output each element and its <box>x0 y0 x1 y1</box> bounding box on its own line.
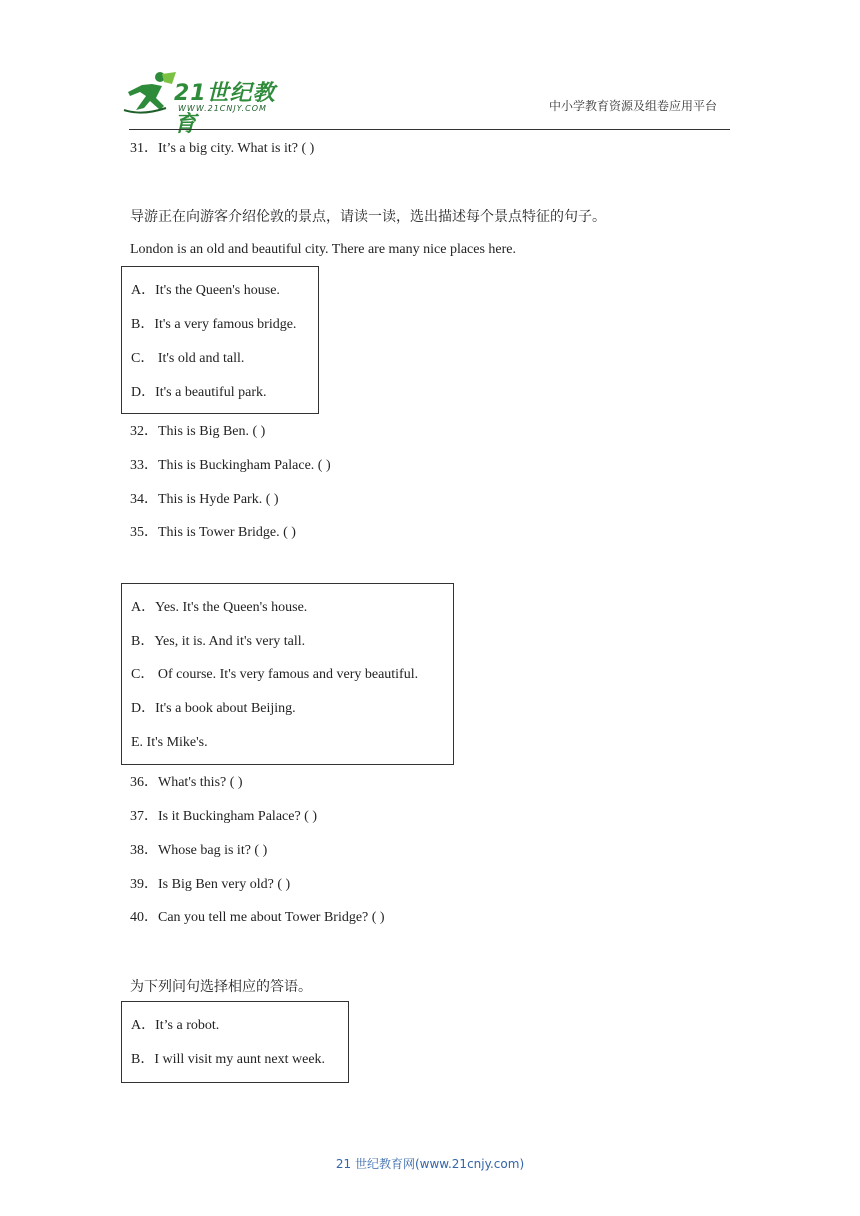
question-31: 31．It’s a big city. What is it? ( ) <box>130 141 315 156</box>
option-e: E. It's Mike's. <box>131 735 208 750</box>
question-37: 37．Is it Buckingham Palace? ( ) <box>130 809 318 824</box>
option-b: B．Yes, it is. And it's very tall. <box>131 634 306 649</box>
question-33: 33．This is Buckingham Palace. ( ) <box>130 458 331 473</box>
section1-options-box <box>121 266 319 414</box>
option-a: A．Yes. It's the Queen's house. <box>131 600 308 615</box>
question-34: 34．This is Hyde Park. ( ) <box>130 492 279 507</box>
question-39: 39．Is Big Ben very old? ( ) <box>130 877 291 892</box>
section1-intro: London is an old and beautiful city. There are many nice places here. <box>130 242 517 257</box>
option-b: B．It's a very famous bridge. <box>131 317 297 332</box>
question-36: 36．What's this? ( ) <box>130 775 243 790</box>
option-b: B．I will visit my aunt next week. <box>131 1052 326 1067</box>
option-a: A．It’s a robot. <box>131 1018 220 1033</box>
option-a: A．It's the Queen's house. <box>131 283 280 298</box>
header-divider <box>129 129 730 130</box>
platform-label: 中小学教育资源及组卷应用平台 <box>549 99 718 113</box>
section2-options-box <box>121 583 454 765</box>
question-40: 40．Can you tell me about Tower Bridge? ( ) <box>130 910 385 925</box>
runner-icon <box>122 70 178 114</box>
site-logo <box>122 70 292 137</box>
footer-text: 21 世纪教育网(www.21cnjy.com) <box>335 1157 525 1171</box>
section3-options-box <box>121 1001 349 1083</box>
section3-instruction: 为下列问句选择相应的答语。 <box>130 979 312 995</box>
logo-main-text: 21世纪教育 <box>174 81 276 137</box>
option-d: D．It's a book about Beijing. <box>131 701 296 716</box>
option-c: C． Of course. It's very famous and very beautiful. <box>131 667 419 682</box>
logo-sub-text: WWW.21CNJY.COM <box>178 104 267 113</box>
option-d: D．It's a beautiful park. <box>131 385 267 400</box>
option-c: C． It's old and tall. <box>131 351 245 366</box>
question-32: 32．This is Big Ben. ( ) <box>130 424 266 439</box>
section1-instruction: 导游正在向游客介绍伦敦的景点，请读一读，选出描述每个景点特征的句子。 <box>130 209 606 225</box>
question-35: 35．This is Tower Bridge. ( ) <box>130 525 296 540</box>
question-38: 38．Whose bag is it? ( ) <box>130 843 268 858</box>
